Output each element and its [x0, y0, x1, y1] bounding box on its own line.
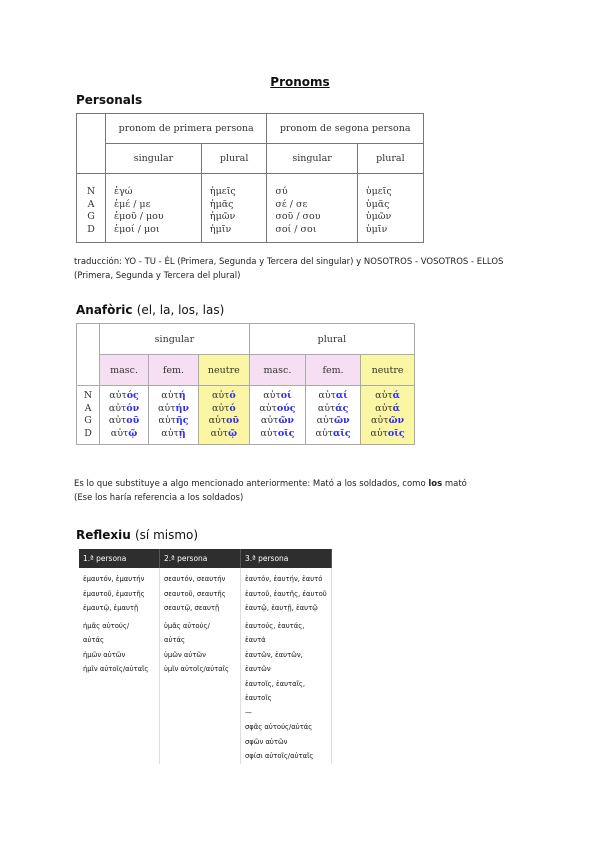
forms-masc-singular: αὐτός αὐτόν αὐτοῦ αὐτῷ — [100, 386, 149, 445]
reflexiu-col-third: ἑαυτόν, ἑαυτήν, ἑαυτό ἑαυτοῦ, ἑαυτῆς, ἑαυτοῦ ἑαυτῷ, ἑαυτῇ, ἑαυτῷ ἑαυτούς, ἑαυτάς, ἑαυτά ἑαυτῶν, ἑαυτῶν, ἑαυτῶν ἑαυτοῖς, ἑαυταῖς, ἑαυτοῖς — σφᾶς αὐτούς/αὐτάς σφῶν αὐτῶν σφίσι αὐτοῖς/αὐταῖς — [241, 568, 332, 764]
forms-masc-plural: αὐτοί αὐτούς αὐτῶν αὐτοῖς — [249, 386, 305, 445]
gender-header: neutre — [198, 355, 249, 386]
forms-neutre-plural: αὐτά αὐτά αὐτῶν αὐτοῖς — [361, 386, 415, 445]
anaforic-note: Es lo que substituye a algo mencionado anteriormente: Mató a los soldados, como los mató (Ese los haría referencia a los soldados) — [74, 479, 467, 503]
gender-header: fem. — [149, 355, 199, 386]
forms-neutre-singular: αὐτό αὐτό αὐτοῦ αὐτῷ — [198, 386, 249, 445]
reflexiu-table — [79, 549, 332, 764]
anaforic-heading: Anafòric (el, la, los, las) — [76, 303, 225, 317]
case-labels: N A G D — [77, 386, 100, 445]
header-first-person: pronom de primera persona — [106, 114, 267, 144]
header-second-person: pronom de segona persona — [267, 114, 424, 144]
corner-cell — [77, 324, 100, 386]
corner-cell — [77, 114, 106, 174]
subheader: plural — [357, 144, 423, 174]
forms-first-plural: ἡμεῖς ἡμᾶς ἡμῶν ἡμῖν — [201, 174, 266, 243]
reflexiu-heading: Reflexiu (sí mismo) — [76, 528, 199, 542]
header-third-person: 3.ª persona — [241, 549, 332, 568]
reflexiu-col-first: ἐμαυτόν, ἐμαυτήν ἐμαυτοῦ, ἐμαυτῆς ἐμαυτῷ, ἐμαυτῇ ἡμᾶς αὐτούς/ αὐτάς ἡμῶν αὐτῶν ἡμῖν αὐτοῖς/αὐταῖς — [79, 568, 160, 764]
gender-header: neutre — [361, 355, 415, 386]
reflexiu-col-second: σεαυτόν, σεαυτήν σεαυτοῦ, σεαυτῆς σεαυτῷ, σεαυτῇ ὑμᾶς αὐτούς/ αὐτάς ὑμῶν αὐτῶν ὑμῖν αὐτοῖς/αὐταῖς — [160, 568, 241, 764]
forms-second-singular: σύ σέ / σε σοῦ / σου σοί / σοι — [267, 174, 357, 243]
case-labels: N A G D — [77, 174, 106, 243]
forms-fem-plural: αὐταί αὐτάς αὐτῶν αὐταῖς — [306, 386, 361, 445]
header-plural: plural — [249, 324, 414, 355]
gender-header: fem. — [306, 355, 361, 386]
forms-first-singular: ἐγώ ἐμέ / με ἐμοῦ / μου ἐμοί / μοι — [106, 174, 202, 243]
anaforic-table — [76, 323, 415, 445]
personals-table — [76, 113, 424, 243]
forms-fem-singular: αὐτή αὐτήν αὐτῆς αὐτῇ — [149, 386, 199, 445]
personals-heading: Personals — [76, 93, 143, 107]
forms-second-plural: ὑμεῖς ὑμᾶς ὑμῶν ὑμῖν — [357, 174, 423, 243]
subheader: plural — [201, 144, 266, 174]
page-title: Pronoms — [270, 75, 330, 89]
subheader: singular — [267, 144, 357, 174]
gender-header: masc. — [249, 355, 305, 386]
header-first-person: 1.ª persona — [79, 549, 160, 568]
header-second-person: 2.ª persona — [160, 549, 241, 568]
header-singular: singular — [100, 324, 250, 355]
translation-note: traducción: YO - TU - ÉL (Primera, Segunda y Tercera del singular) y NOSOTROS - VOSOTROS - ELLOS (Primera, Segunda y Tercera del plural) — [74, 257, 504, 281]
subheader: singular — [106, 144, 202, 174]
gender-header: masc. — [100, 355, 149, 386]
